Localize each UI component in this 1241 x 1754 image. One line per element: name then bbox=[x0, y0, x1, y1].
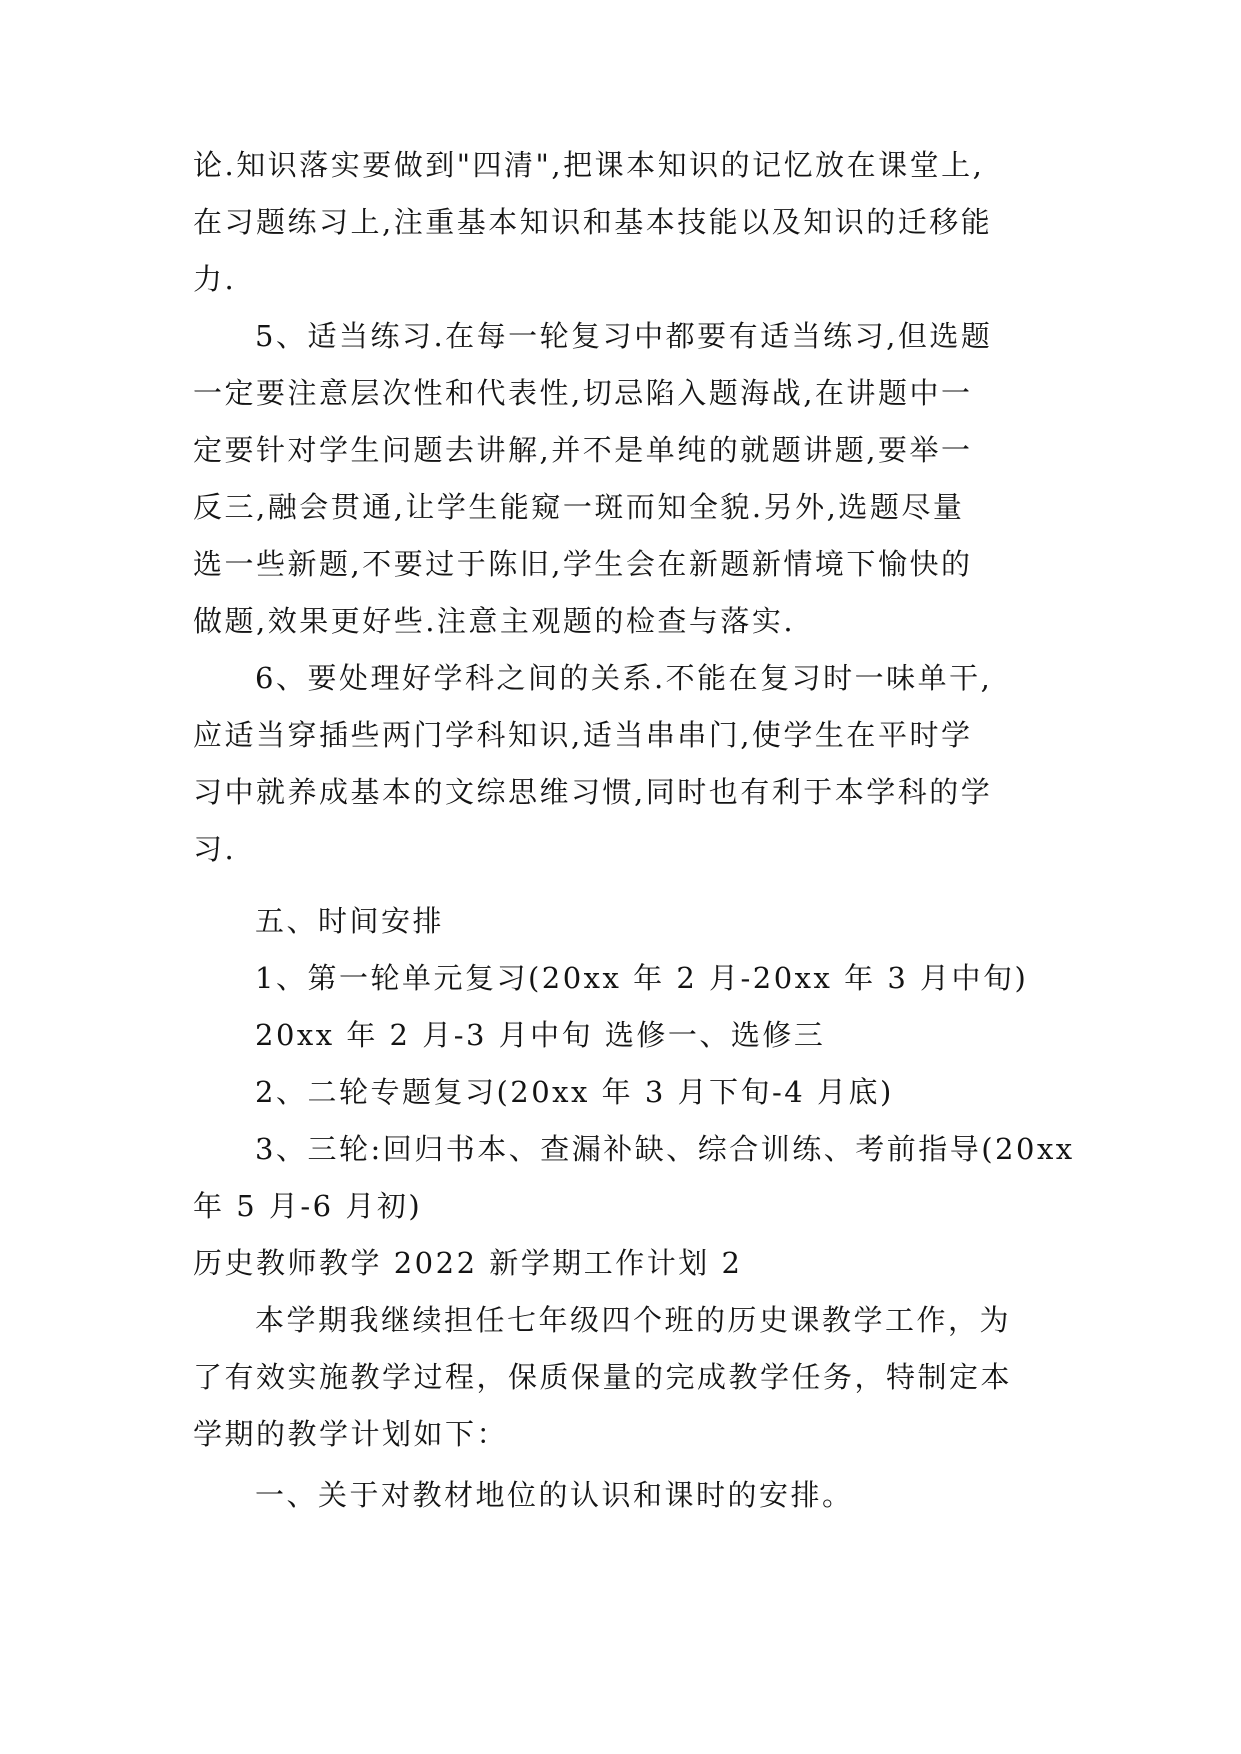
text-line: 6、要处理好学科之间的关系.不能在复习时一味单干, bbox=[255, 661, 993, 695]
text-line: 5、适当练习.在每一轮复习中都要有适当练习,但选题 bbox=[255, 319, 993, 353]
text-line: 选一些新题,不要过于陈旧,学生会在新题新情境下愉快的 bbox=[193, 547, 973, 581]
text-line: 力. bbox=[193, 262, 237, 296]
text-line: 3、三轮:回归书本、查漏补缺、综合训练、考前指导(20xx bbox=[255, 1132, 1075, 1166]
text-line: 习. bbox=[193, 832, 237, 866]
text-line: 论.知识落实要做到"四清",把课本知识的记忆放在课堂上, bbox=[193, 148, 985, 182]
text-line: 定要针对学生问题去讲解,并不是单纯的就题讲题,要举一 bbox=[193, 433, 973, 467]
text-line: 一定要注意层次性和代表性,切忌陷入题海战,在讲题中一 bbox=[193, 376, 973, 410]
text-line: 反三,融会贯通,让学生能窥一斑而知全貌.另外,选题尽量 bbox=[193, 490, 965, 524]
text-line: 1、第一轮单元复习(20xx 年 2 月-20xx 年 3 月中旬) bbox=[255, 961, 1029, 995]
text-line: 了有效实施教学过程，保质保量的完成教学任务，特制定本 bbox=[193, 1360, 1013, 1394]
document-title: 历史教师教学 2022 新学期工作计划 2 bbox=[193, 1246, 743, 1280]
text-line: 本学期我继续担任七年级四个班的历史课教学工作，为 bbox=[255, 1303, 1012, 1337]
text-line: 2、二轮专题复习(20xx 年 3 月下旬-4 月底) bbox=[255, 1075, 894, 1109]
section-heading: 一、关于对教材地位的认识和课时的安排。 bbox=[255, 1478, 854, 1512]
section-heading: 五、时间安排 bbox=[255, 904, 445, 938]
text-line: 学期的教学计划如下： bbox=[193, 1417, 509, 1451]
text-line: 年 5 月-6 月初) bbox=[193, 1189, 423, 1223]
text-line: 做题,效果更好些.注意主观题的检查与落实. bbox=[193, 604, 796, 638]
text-line: 习中就养成基本的文综思维习惯,同时也有利于本学科的学 bbox=[193, 775, 993, 809]
text-line: 在习题练习上,注重基本知识和基本技能以及知识的迁移能 bbox=[193, 205, 993, 239]
text-line: 应适当穿插些两门学科知识,适当串串门,使学生在平时学 bbox=[193, 718, 973, 752]
text-line: 20xx 年 2 月-3 月中旬 选修一、选修三 bbox=[255, 1018, 826, 1052]
